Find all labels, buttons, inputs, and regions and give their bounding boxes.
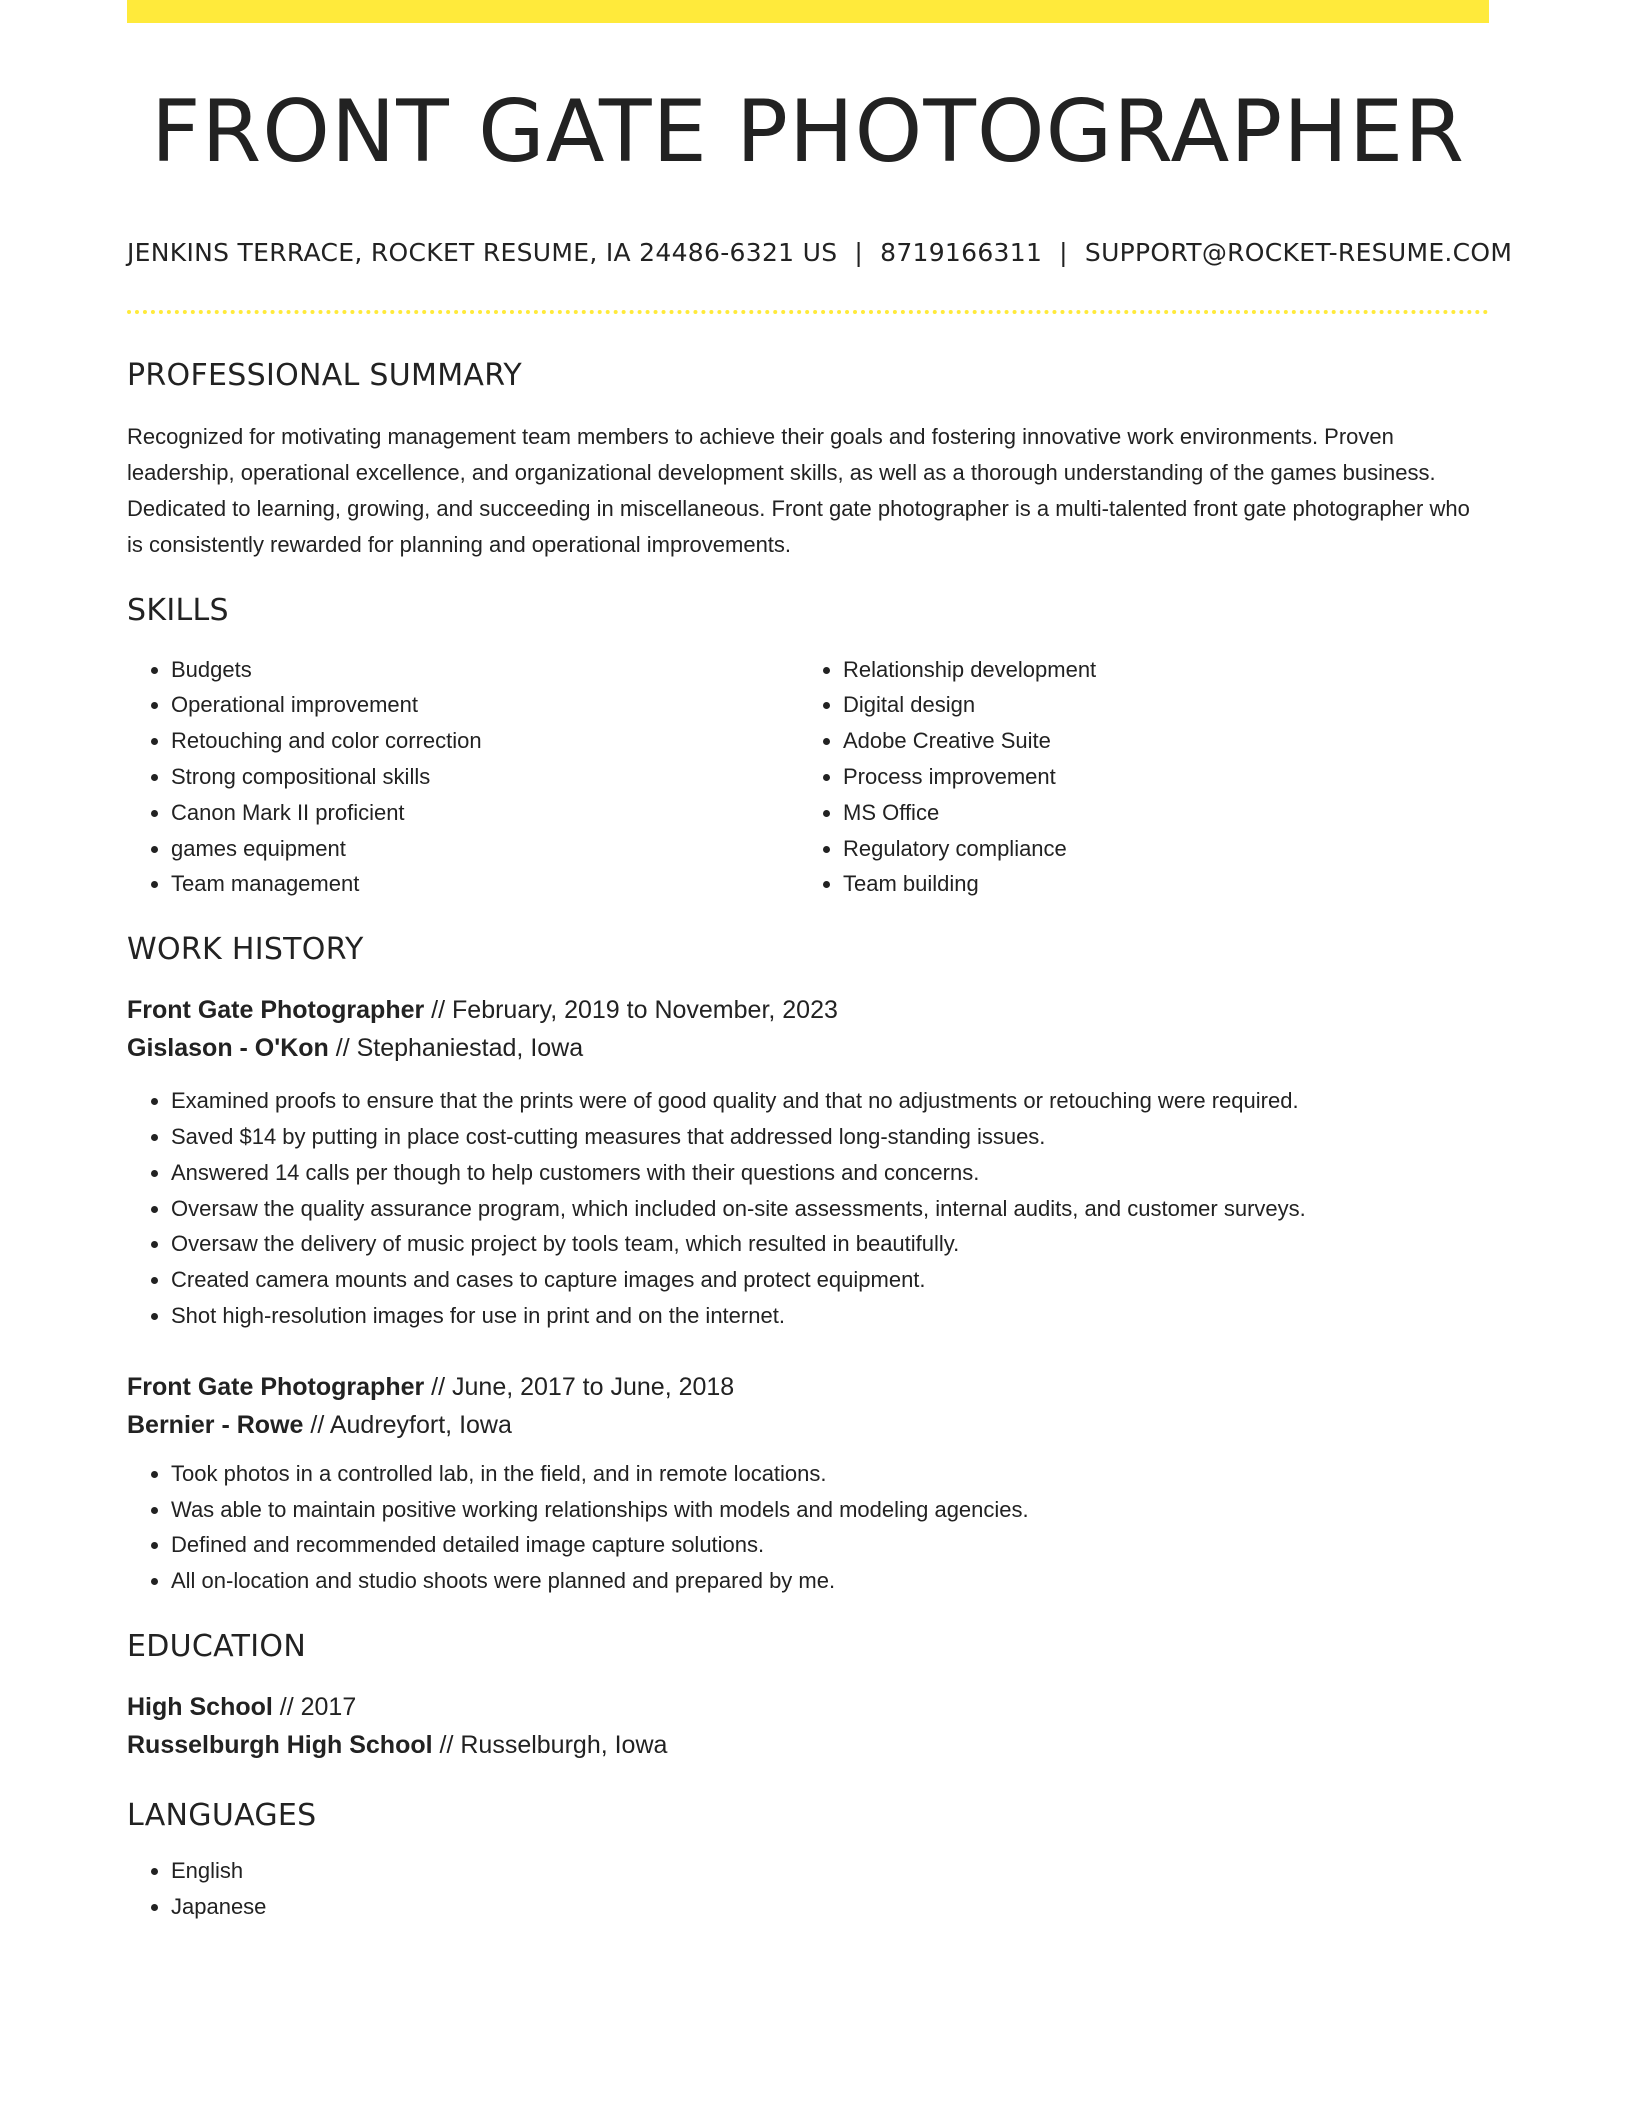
contact-phone: 8719166311 <box>880 237 1043 267</box>
skill-item: • Retouching and color correction <box>171 723 799 759</box>
skills-column-left <box>127 652 799 903</box>
job-company: Gislason - O'Kon <box>127 1034 329 1063</box>
job-dates: // February, 2019 to November, 2023 <box>424 996 838 1025</box>
skill-item: • Digital design <box>843 687 1471 723</box>
skill-item: • Regulatory compliance <box>843 831 1471 867</box>
skill-item: • Canon Mark II proficient <box>171 795 799 831</box>
job-entry <box>127 991 1489 1334</box>
education-section <box>127 1629 1489 1764</box>
skill-item: • Process improvement <box>843 759 1471 795</box>
skill-item: • MS Office <box>843 795 1471 831</box>
skill-item: • Team building <box>843 866 1471 902</box>
job-bullet: • Created camera mounts and cases to capture images and protect equipment. <box>171 1262 1489 1298</box>
job-company-line <box>127 1029 1489 1067</box>
job-title: Front Gate Photographer <box>127 1372 425 1401</box>
job-title-line <box>127 1368 1489 1406</box>
accent-top-bar <box>127 0 1489 23</box>
section-heading-languages: LANGUAGES <box>127 1797 317 1833</box>
job-title-line <box>127 991 1489 1029</box>
summary-section <box>127 358 1489 563</box>
skill-item: • Adobe Creative Suite <box>843 723 1471 759</box>
job-bullet: • Defined and recommended detailed image capture solutions. <box>171 1527 1489 1563</box>
education-degree: High School <box>127 1692 273 1721</box>
education-entry <box>127 1688 1489 1764</box>
contact-address: JENKINS TERRACE, ROCKET RESUME, IA 24486-6321 US <box>127 237 838 267</box>
work-history-section <box>127 932 1489 1599</box>
job-company: Bernier - Rowe <box>127 1410 304 1439</box>
skill-item: • Relationship development <box>843 652 1471 688</box>
job-bullet: • Shot high-resolution images for use in print and on the internet. <box>171 1298 1489 1334</box>
job-entry <box>127 1368 1489 1599</box>
job-bullet: • Saved $14 by putting in place cost-cutting measures that addressed long-standing issues. <box>171 1119 1489 1155</box>
job-bullet: • Answered 14 calls per though to help customers with their questions and concerns. <box>171 1155 1489 1191</box>
skill-item: • games equipment <box>171 831 799 867</box>
language-item: • English <box>171 1853 1489 1889</box>
job-title: Front Gate Photographer <box>127 996 425 1025</box>
job-bullet: • Was able to maintain positive working relationships with models and modeling agencies. <box>171 1492 1489 1528</box>
job-bullet: • Examined proofs to ensure that the prints were of good quality and that no adjustments or retouching were required. <box>171 1083 1489 1119</box>
section-heading-work: WORK HISTORY <box>127 932 364 968</box>
job-bullet: • Oversaw the quality assurance program, which included on-site assessments, internal audits, and customer surveys. <box>171 1191 1489 1227</box>
contact-separator: | <box>1059 237 1068 267</box>
resume-page <box>127 0 1513 1925</box>
job-bullet: • Oversaw the delivery of music project by tools team, which resulted in beautifully. <box>171 1226 1489 1262</box>
contact-email: SUPPORT@ROCKET-RESUME.COM <box>1084 237 1513 267</box>
education-year: // 2017 <box>272 1692 357 1721</box>
language-item: • Japanese <box>171 1889 1489 1925</box>
section-heading-summary: PROFESSIONAL SUMMARY <box>127 357 523 393</box>
job-dates: // June, 2017 to June, 2018 <box>424 1372 735 1401</box>
skills-columns <box>127 652 1489 903</box>
contact-separator: | <box>854 237 864 267</box>
job-location: // Stephaniestad, Iowa <box>328 1034 584 1063</box>
skills-section <box>127 593 1489 903</box>
section-heading-education: EDUCATION <box>127 1628 307 1664</box>
education-degree-line <box>127 1688 1489 1726</box>
contact-line <box>127 237 1513 267</box>
languages-section <box>127 1798 1489 1925</box>
job-company-line <box>127 1406 1489 1444</box>
job-bullet: • All on-location and studio shoots were planned and prepared by me. <box>171 1563 1489 1599</box>
skill-item: • Team management <box>171 866 799 902</box>
summary-text: Recognized for motivating management team members to achieve their goals and fostering innovative work environments. Proven leadership, operational excellence, and organizational development skills, as well as a thorough understanding of the games business. Dedicated to learning, growing, and succeeding in miscellaneous. Front gate photographer is a multi-talented front gate photographer who is consistently rewarded for planning and operational improvements. <box>127 423 1470 557</box>
job-location: // Audreyfort, Iowa <box>303 1410 512 1439</box>
skill-item: • Strong compositional skills <box>171 759 799 795</box>
skill-item: • Budgets <box>171 652 799 688</box>
skill-item: • Operational improvement <box>171 687 799 723</box>
dotted-divider <box>127 310 1489 314</box>
education-school-line <box>127 1726 1489 1764</box>
job-bullet: • Took photos in a controlled lab, in the field, and in remote locations. <box>171 1456 1489 1492</box>
section-heading-skills: SKILLS <box>127 592 229 628</box>
education-school: Russelburgh High School <box>127 1730 433 1759</box>
education-location: // Russelburgh, Iowa <box>432 1730 668 1759</box>
skills-column-right <box>799 652 1471 903</box>
candidate-name: FRONT GATE PHOTOGRAPHER <box>151 82 1465 182</box>
